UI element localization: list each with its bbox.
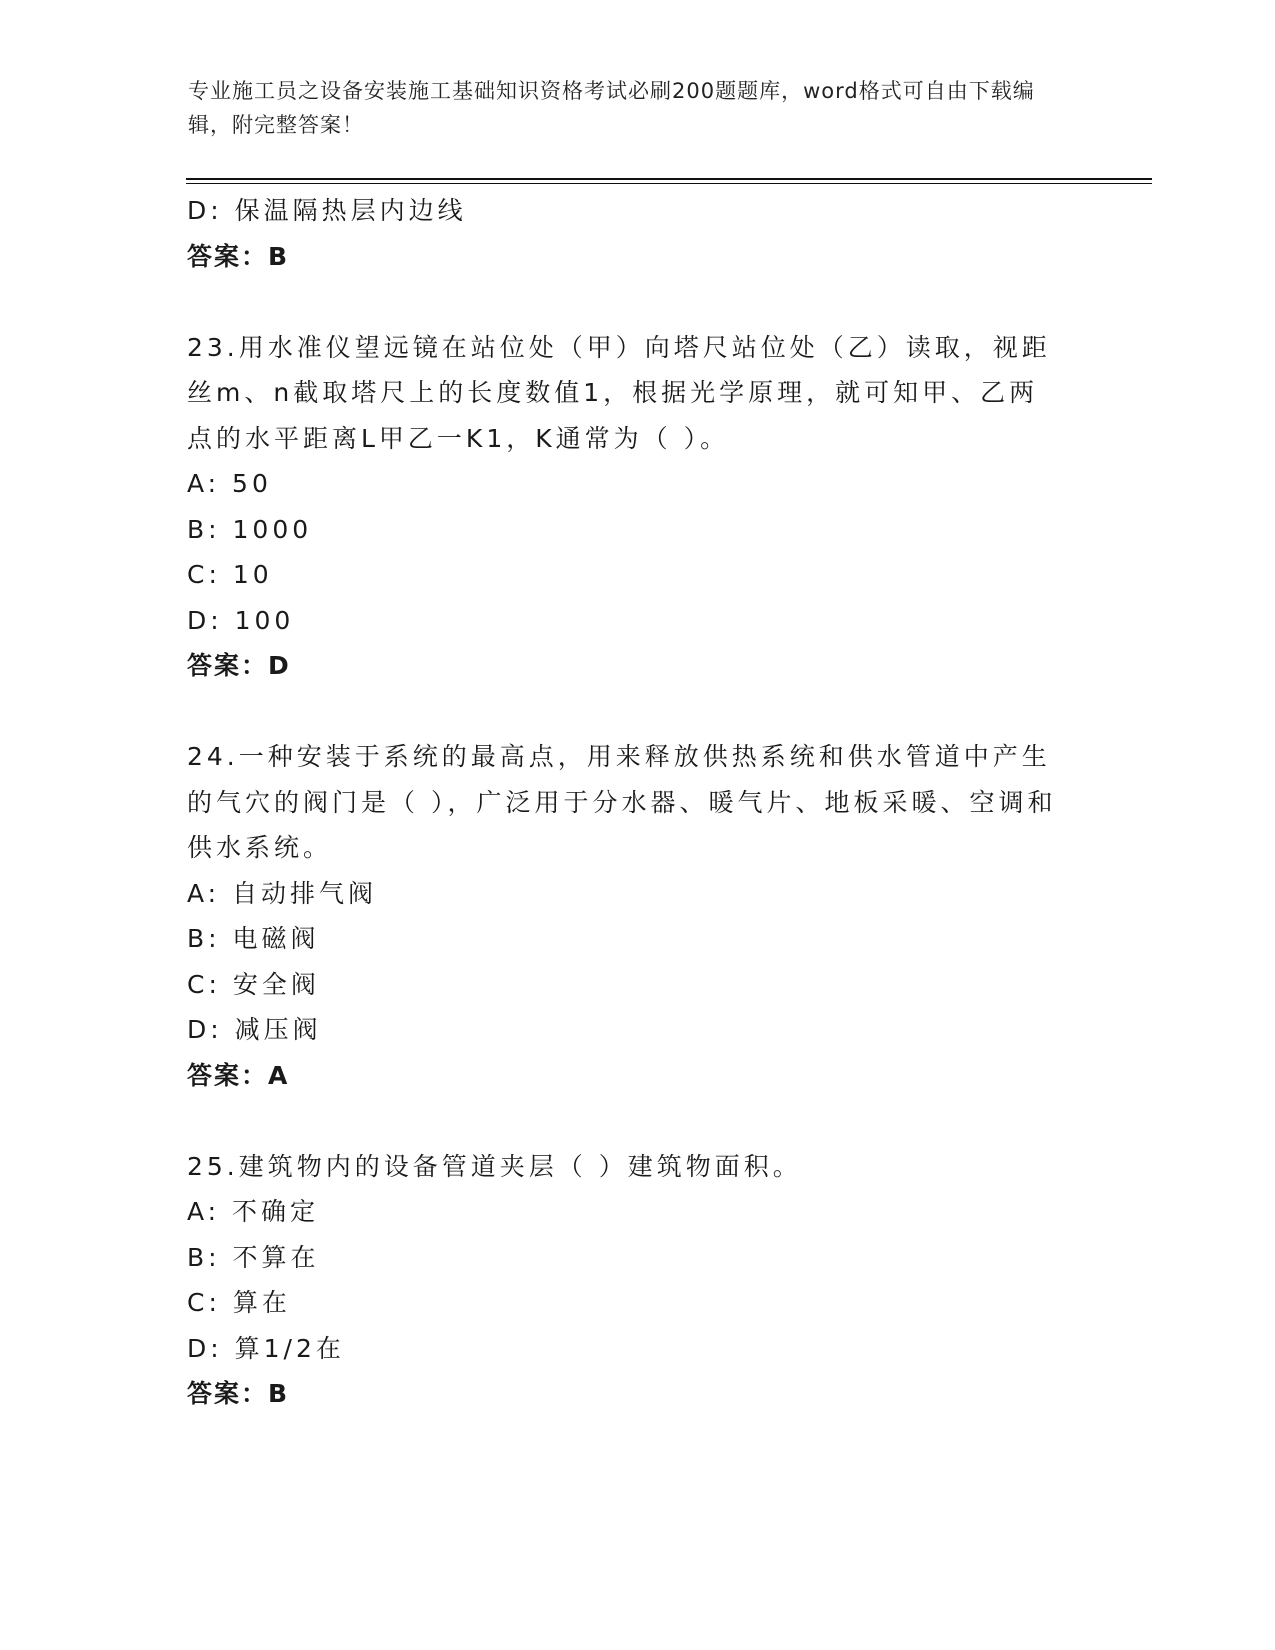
q24-answer: 答案：A (187, 1060, 290, 1090)
q24-option-b: B: 电磁阀 (187, 924, 320, 953)
q25-option-d: D: 算1/2在 (187, 1333, 345, 1363)
q22-option-d: D: 保温隔热层内边线 (187, 196, 467, 225)
spacer (187, 279, 1087, 325)
q23-option-a: A: 50 (187, 469, 272, 498)
document-header (188, 74, 1068, 142)
q23-option-b: B: 1000 (187, 514, 313, 544)
header-divider-thick (186, 178, 1152, 180)
q23-option-d: D: 100 (187, 605, 295, 635)
q23-answer: 答案：D (187, 651, 291, 680)
q24-option-c: C: 安全阀 (187, 969, 320, 999)
q25-option-b: B: 不算在 (187, 1242, 320, 1272)
q23-option-c: C: 10 (187, 560, 273, 589)
header-text: 专业施工员之设备安装施工基础知识资格考试必刷200题题库，word格式可自由下载编辑，附完整答案！ (188, 79, 1035, 137)
q22-answer: 答案：B (187, 241, 290, 271)
q23-stem: 23.用水准仪望远镜在站位处（甲）向塔尺站位处（乙）读取，视距丝m、n截取塔尺上的长度数值1，根据光学原理，就可知甲、乙两点的水平距离L甲乙一K1，K通常为（ ）。 (187, 332, 1051, 453)
spacer (187, 1098, 1087, 1144)
q25-option-c: C: 算在 (187, 1288, 291, 1317)
question-content (187, 188, 1087, 1417)
q24-option-d: D: 减压阀 (187, 1015, 322, 1044)
q25-stem: 25.建筑物内的设备管道夹层（ ）建筑物面积。 (187, 1151, 802, 1181)
header-divider-thin (186, 183, 1152, 184)
q24-option-a: A: 自动排气阀 (187, 878, 378, 908)
spacer (187, 689, 1087, 735)
q25-option-a: A: 不确定 (187, 1197, 320, 1226)
q24-stem: 24.一种安装于系统的最高点，用来释放供热系统和供水管道中产生的气穴的阀门是（ ），广泛用于分水器、暖气片、地板采暖、空调和供水系统。 (187, 742, 1057, 862)
q25-answer: 答案：B (187, 1379, 290, 1408)
